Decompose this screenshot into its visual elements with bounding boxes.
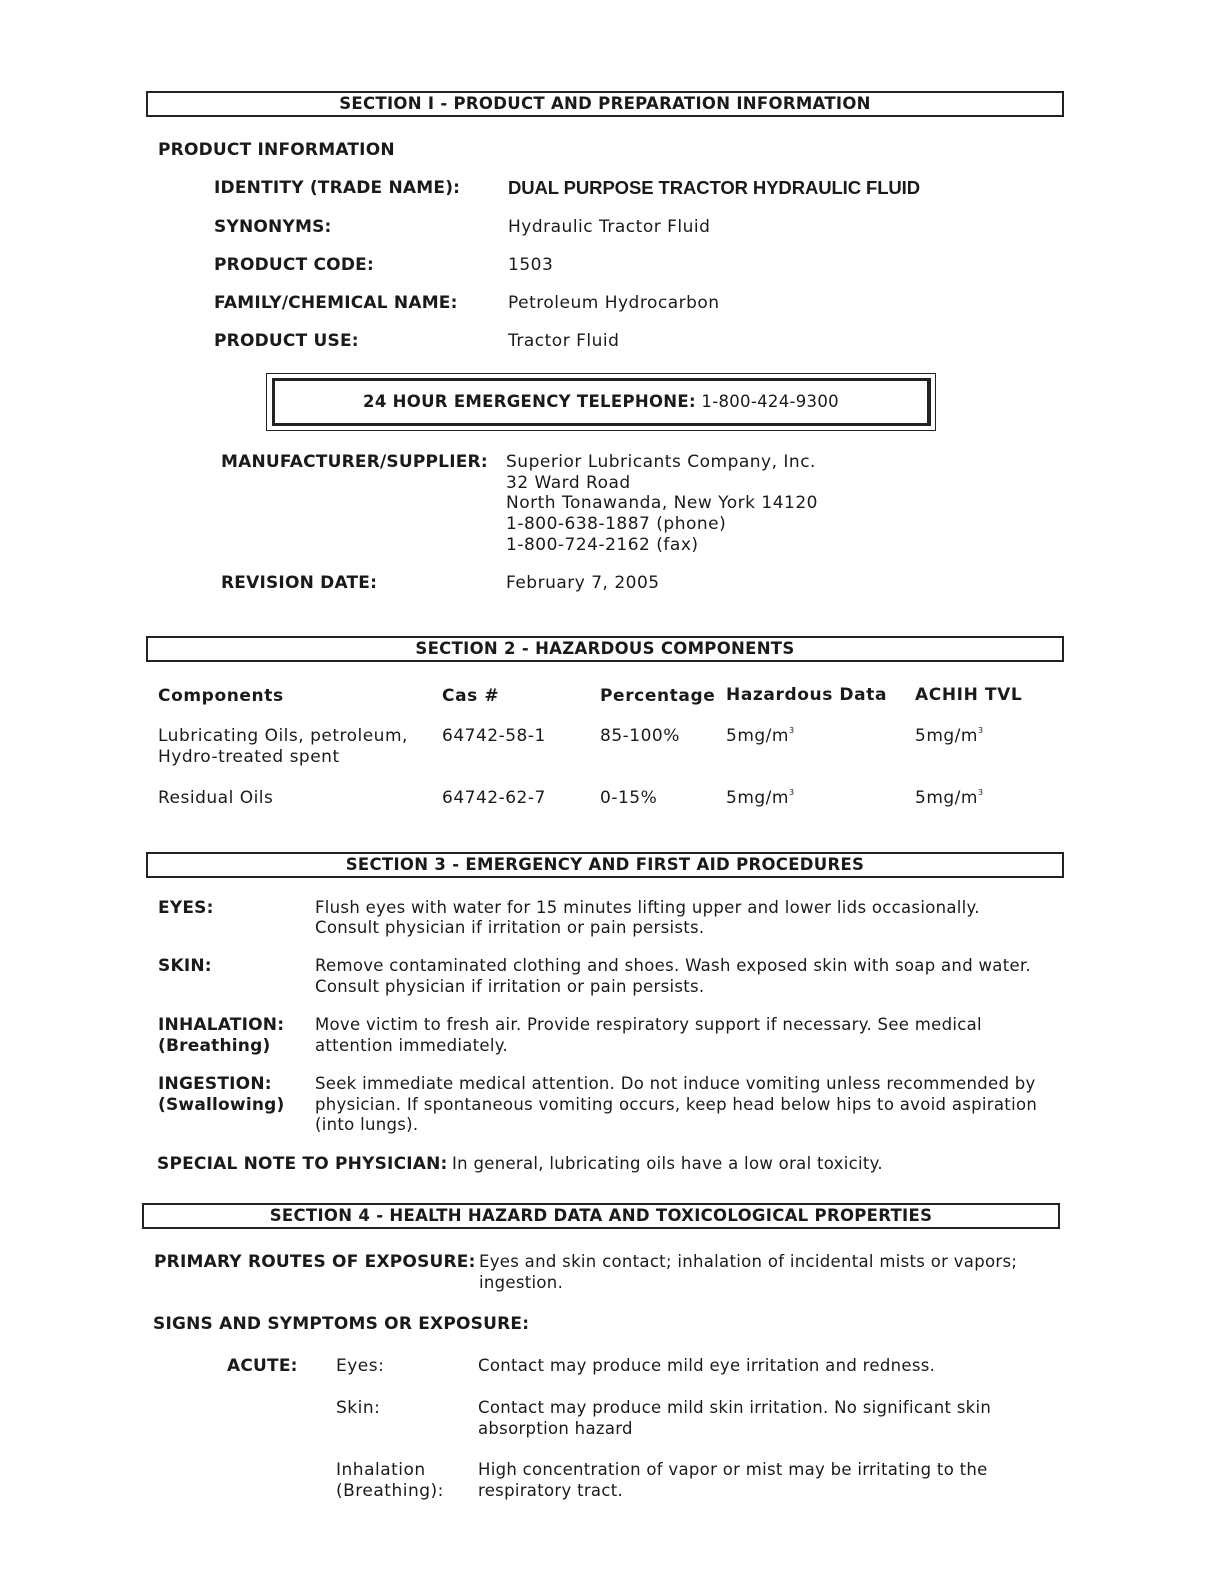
product-use-label: PRODUCT USE: [214,331,359,351]
identity-value: DUAL PURPOSE TRACTOR HYDRAULIC FLUID [508,177,920,198]
inhalation-instructions: Move victim to fresh air. Provide respiratory support if necessary. See medical [315,1015,982,1034]
cas-number: 64742-58-1 [442,726,546,746]
special-note-label: SPECIAL NOTE TO PHYSICIAN: [157,1154,448,1174]
acute-skin-effect: absorption hazard [478,1419,633,1438]
synonyms-label: SYNONYMS: [214,217,332,237]
routes-value: ingestion. [479,1273,564,1292]
ingestion-instructions: (into lungs). [315,1115,419,1134]
manufacturer-label: MANUFACTURER/SUPPLIER: [221,452,488,472]
section-2-header: SECTION 2 - HAZARDOUS COMPONENTS [146,636,1064,662]
special-note-value: In general, lubricating oils have a low oral toxicity. [452,1154,883,1173]
emergency-telephone-number: 1-800-424-9300 [701,392,839,411]
skin-instructions: Consult physician if irritation or pain persists. [315,977,705,996]
acute-eyes-effect: Contact may produce mild eye irritation and redness. [478,1356,936,1375]
column-header-hazardous-data: Hazardous Data [726,685,888,705]
manufacturer-line: North Tonawanda, New York 14120 [506,493,818,513]
column-header-percentage: Percentage [600,686,716,706]
product-code-label: PRODUCT CODE: [214,255,374,275]
synonyms-value: Hydraulic Tractor Fluid [508,217,711,237]
column-header-components: Components [158,686,284,706]
product-code-value: 1503 [508,255,554,275]
skin-label: SKIN: [158,956,212,976]
ingestion-instructions: physician. If spontaneous vomiting occurs, keep head below hips to avoid aspiration [315,1095,1038,1114]
chemical-name-value: Petroleum Hydrocarbon [508,293,720,313]
percentage: 0-15% [600,788,658,808]
section-4-header: SECTION 4 - HEALTH HAZARD DATA AND TOXICOLOGICAL PROPERTIES [142,1203,1060,1229]
manufacturer-fax: 1-800-724-2162 (fax) [506,535,699,555]
manufacturer-line: 32 Ward Road [506,473,631,493]
manufacturer-line: Superior Lubricants Company, Inc. [506,452,816,472]
ingestion-label: INGESTION: [158,1074,272,1094]
acute-route-inhalation: Inhalation [336,1460,426,1480]
inhalation-instructions: attention immediately. [315,1036,509,1055]
routes-value: Eyes and skin contact; inhalation of incidental mists or vapors; [479,1252,1018,1271]
manufacturer-phone: 1-800-638-1887 (phone) [506,514,727,534]
acute-skin-effect: Contact may produce mild skin irritation. No significant skin [478,1398,992,1417]
inhalation-sublabel: (Breathing) [158,1036,271,1056]
column-header-cas: Cas # [442,686,500,706]
routes-label: PRIMARY ROUTES OF EXPOSURE: [154,1252,476,1272]
eyes-instructions: Flush eyes with water for 15 minutes lifting upper and lower lids occasionally. [315,898,980,917]
acute-route-inhalation-sub: (Breathing): [336,1481,444,1501]
identity-label: IDENTITY (TRADE NAME): [214,178,461,198]
percentage: 85-100% [600,726,680,746]
component-name: Residual Oils [158,788,274,808]
acute-inhalation-effect: respiratory tract. [478,1481,624,1500]
tvl-value: $5mg/m^3$ [915,788,984,808]
cas-number: 64742-62-7 [442,788,546,808]
eyes-label: EYES: [158,898,214,918]
hazardous-data: $5mg/m^3$ [726,788,795,808]
component-name: Lubricating Oils, petroleum, [158,726,408,746]
ingestion-instructions: Seek immediate medical attention. Do not induce vomiting unless recommended by [315,1074,1036,1093]
eyes-instructions: Consult physician if irritation or pain persists. [315,918,705,937]
emergency-telephone-label: 24 HOUR EMERGENCY TELEPHONE: [363,392,696,411]
revision-date-value: February 7, 2005 [506,573,660,593]
acute-route-eyes: Eyes: [336,1356,385,1376]
acute-route-skin: Skin: [336,1398,381,1418]
column-header-tvl: ACHIH TVL [915,685,1023,705]
inhalation-label: INHALATION: [158,1015,285,1035]
hazardous-data: $5mg/m^3$ [726,726,795,746]
signs-symptoms-title: SIGNS AND SYMPTOMS OR EXPOSURE: [153,1314,530,1334]
product-info-title: PRODUCT INFORMATION [158,140,395,160]
acute-label: ACUTE: [227,1356,298,1376]
product-use-value: Tractor Fluid [508,331,620,351]
ingestion-sublabel: (Swallowing) [158,1095,285,1115]
emergency-telephone-box [266,373,936,431]
acute-inhalation-effect: High concentration of vapor or mist may be irritating to the [478,1460,988,1479]
revision-date-label: REVISION DATE: [221,573,378,593]
component-name: Hydro-treated spent [158,747,340,767]
tvl-value: $5mg/m^3$ [915,726,984,746]
chemical-name-label: FAMILY/CHEMICAL NAME: [214,293,458,313]
skin-instructions: Remove contaminated clothing and shoes. Wash exposed skin with soap and water. [315,956,1032,975]
section-3-header: SECTION 3 - EMERGENCY AND FIRST AID PROCEDURES [146,852,1064,878]
section-1-header: SECTION I - PRODUCT AND PREPARATION INFORMATION [146,91,1064,117]
